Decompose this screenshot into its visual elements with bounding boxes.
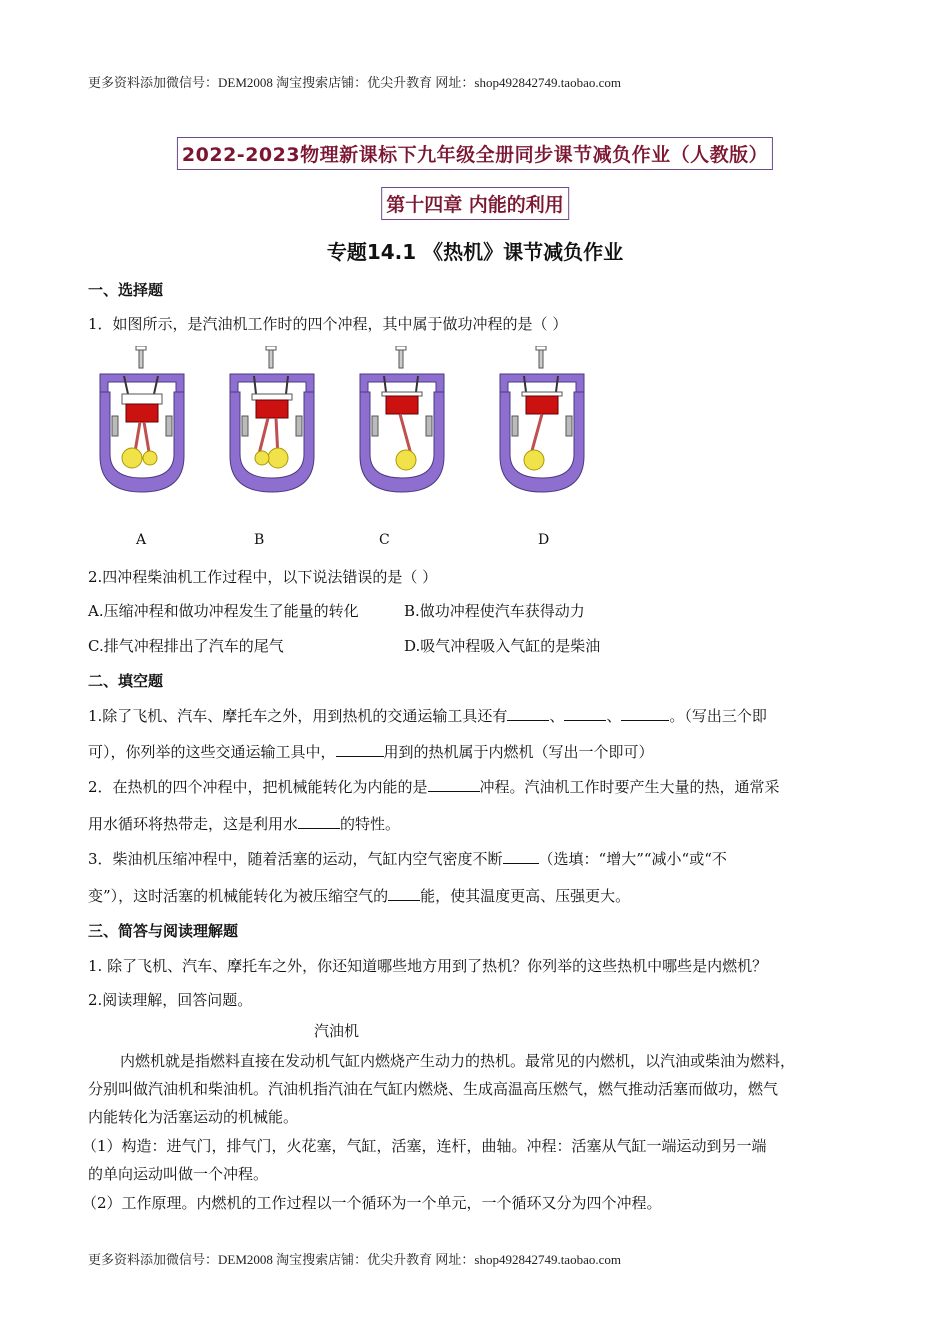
answer-blank[interactable]	[388, 886, 420, 901]
question-2-1-line2	[88, 741, 654, 762]
q2-3-text-b: （选填：“增大”“减小“或“不	[538, 850, 727, 868]
engine-label-d: D	[538, 532, 550, 548]
q2-2-text-c: 用水循环将热带走，这是利用水	[88, 815, 299, 833]
topic-title: 专题14.1 《热机》课节减负作业	[326, 240, 624, 264]
answer-blank[interactable]	[336, 742, 384, 757]
engine-diagram-b	[222, 346, 322, 496]
q2-3-text-a: 3．柴油机压缩冲程中，随着活塞的运动，气缸内空气密度不断	[88, 850, 503, 868]
answer-blank[interactable]	[298, 814, 340, 829]
question-3-2: 2.阅读理解，回答问题。	[88, 991, 253, 1009]
question-3-1: 1. 除了飞机、汽车、摩托车之外，你还知道哪些地方用到了热机？你列举的这些热机中哪些是内燃机？	[88, 957, 768, 975]
reading-paragraph-2-line-2: 的单向运动叫做一个冲程。	[88, 1165, 269, 1183]
engine-diagram-d	[492, 346, 592, 496]
q1-2-option-c: C.排气冲程排出了汽车的尾气	[88, 637, 284, 655]
q2-3-text-d: 能，使其温度更高、压强更大。	[420, 887, 631, 905]
answer-blank[interactable]	[507, 706, 549, 721]
engine-label-b: B	[254, 532, 265, 548]
chapter-title: 第十四章 内能的利用	[381, 187, 569, 220]
reading-paragraph-1-line-3: 内能转化为活塞运动的机械能。	[88, 1108, 299, 1126]
engine-diagram-c	[352, 346, 452, 496]
header-note: 更多资料添加微信号：DEM2008 淘宝搜索店铺：优尖升教育 网址：shop492842749.taobao.com	[88, 75, 621, 90]
q1-2-option-d: D.吸气冲程吸入气缸的是柴油	[404, 637, 601, 655]
q2-1-sep: 、	[549, 707, 565, 725]
answer-blank[interactable]	[564, 706, 606, 721]
series-title: 2022-2023物理新课标下九年级全册同步课节减负作业（人教版）	[177, 137, 773, 170]
q2-1-sep: 、	[606, 707, 622, 725]
question-1-2: 2.四冲程柴油机工作过程中，以下说法错误的是（ ）	[88, 568, 438, 586]
q2-2-text-d: 的特性。	[340, 815, 401, 833]
q2-1-text-a: 1.除了飞机、汽车、摩托车之外，用到热机的交通运输工具还有	[88, 707, 508, 725]
engine-label-c: C	[379, 532, 390, 548]
q2-3-text-c: 变”），这时活塞的机械能转化为被压缩空气的	[88, 887, 389, 905]
q1-2-option-b: B.做功冲程使汽车获得动力	[404, 602, 585, 620]
question-2-2-line2	[88, 813, 400, 834]
section-choice-heading: 一、选择题	[88, 281, 164, 299]
q2-2-text-b: 冲程。汽油机工作时要产生大量的热，通常采	[479, 778, 780, 796]
section-fill-heading: 二、填空题	[88, 672, 164, 690]
question-1-1: 1．如图所示，是汽油机工作时的四个冲程，其中属于做功冲程的是（ ）	[88, 315, 568, 333]
reading-title: 汽油机	[314, 1022, 360, 1040]
section-short-answer-heading: 三、简答与阅读理解题	[88, 922, 239, 940]
reading-paragraph-2-line-1: （1）构造：进气门，排气门，火花塞，气缸，活塞，连杆，曲轴。冲程：活塞从气缸一端运动到另一端	[82, 1137, 767, 1155]
reading-paragraph-1-line-2: 分别叫做汽油机和柴油机。汽油机指汽油在气缸内燃烧、生成高温高压燃气，燃气推动活塞而做功，燃气	[88, 1080, 779, 1098]
answer-blank[interactable]	[621, 706, 669, 721]
question-2-3-line2	[88, 885, 630, 906]
reading-paragraph-3-line-1: （2）工作原理。内燃机的工作过程以一个循环为一个单元，一个循环又分为四个冲程。	[82, 1194, 662, 1212]
q2-2-text-a: 2．在热机的四个冲程中，把机械能转化为内能的是	[88, 778, 428, 796]
footer-note: 更多资料添加微信号：DEM2008 淘宝搜索店铺：优尖升教育 网址：shop492842749.taobao.com	[88, 1252, 621, 1267]
reading-paragraph-1-line-1: 内燃机就是指燃料直接在发动机气缸内燃烧产生动力的热机。最常见的内燃机，以汽油或柴油为燃料，	[120, 1052, 796, 1070]
q2-1-text-c: 可），你列举的这些交通运输工具中，	[88, 743, 336, 761]
q2-1-text-d: 用到的热机属于内燃机（写出一个即可）	[383, 743, 654, 761]
q1-2-option-a: A.压缩冲程和做功冲程发生了能量的转化	[88, 602, 359, 620]
q2-1-text-b: 。（写出三个即	[669, 707, 767, 725]
question-2-2-line1	[88, 776, 780, 797]
engine-diagram-a	[92, 346, 192, 496]
answer-blank[interactable]	[428, 777, 480, 792]
engine-label-a: A	[136, 532, 147, 548]
question-2-3-line1	[88, 848, 727, 869]
answer-blank[interactable]	[503, 849, 539, 864]
question-2-1-line1	[88, 705, 767, 726]
